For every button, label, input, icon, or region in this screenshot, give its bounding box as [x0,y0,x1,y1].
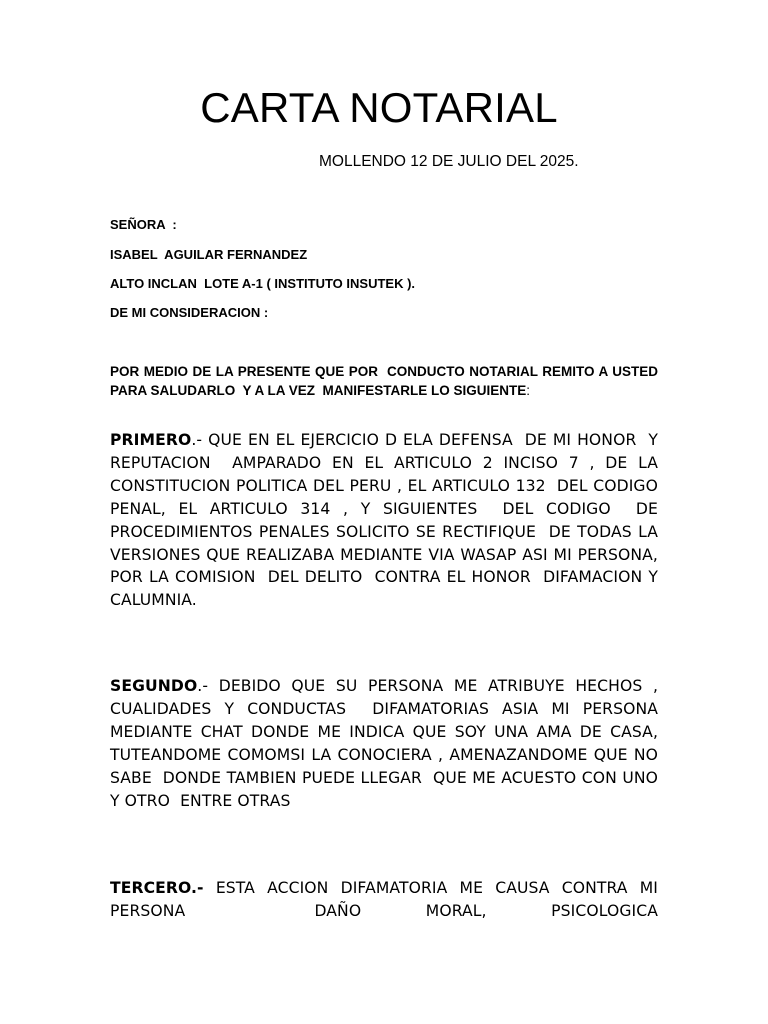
addressee-address: ALTO INCLAN LOTE A-1 ( INSTITUTO INSUTEK ). [110,276,416,291]
clause-separator: .- [191,431,209,449]
clause-heading: TERCERO.- [110,879,204,897]
intro-colon: : [526,383,531,398]
clause-separator: .- [197,677,219,695]
clause-body: DEBIDO QUE SU PERSONA ME ATRIBUYE HECHOS , CUALIDADES Y CONDUCTAS DIFAMATORIAS ASIA MI PERSONA MEDIANTE CHAT DONDE ME INDICA QUE SOY UNA AMA DE CASA, TUTEANDOME COMOMSI LA CONOCIERA , AMENAZANDOME QUE NO SABE DONDE TAMBIEN PUEDE LLEGAR QUE ME ACUESTO CON UNO Y OTRO ENTRE OTRAS [110,677,669,810]
clause-body: ESTA ACCION DIFAMATORIA ME CAUSA CONTRA MI PERSONA DAÑO MORAL, PSICOLOGICA [110,879,664,920]
intro-paragraph [110,362,666,400]
clause-body: QUE EN EL EJERCICIO D ELA DEFENSA DE MI HONOR Y REPUTACION AMPARADO EN EL ARTICULO 2 INCISO 7 , DE LA CONSTITUCION POLITICA DEL PERU , EL ARTICULO 132 DEL CODIGO PENAL, EL ARTICULO 314 , Y SIGUIENTES DEL CODIGO DE PROCEDIMIENTOS PENALES SOLICITO SE RECTIFIQUE DE TODAS LA VERSIONES QUE REALIZABA MEDIANTE VIA WASAP ASI MI PERSONA, POR LA COMISION DEL DELITO CONTRA EL HONOR DIFAMACION Y CALUMNIA. [110,431,669,610]
clause-separator [204,879,216,897]
date-line: MOLLENDO 12 DE JULIO DEL 2025. [319,153,579,170]
addressee-salutation: SEÑORA : [110,217,177,232]
clause-tercero [110,877,664,923]
clause-heading: SEGUNDO [110,677,198,695]
clause-primero [110,429,669,612]
document-title: CARTA NOTARIAL [200,84,558,131]
intro-text: POR MEDIO DE LA PRESENTE QUE POR CONDUCTO NOTARIAL REMITO A USTED PARA SALUDARLO Y A LA VEZ MANIFESTARLE LO SIGUIENTE [110,364,666,398]
clause-heading: PRIMERO [110,431,192,449]
addressee-greeting: DE MI CONSIDERACION : [110,305,269,320]
clause-segundo [110,675,669,812]
addressee-name: ISABEL AGUILAR FERNANDEZ [110,247,308,262]
